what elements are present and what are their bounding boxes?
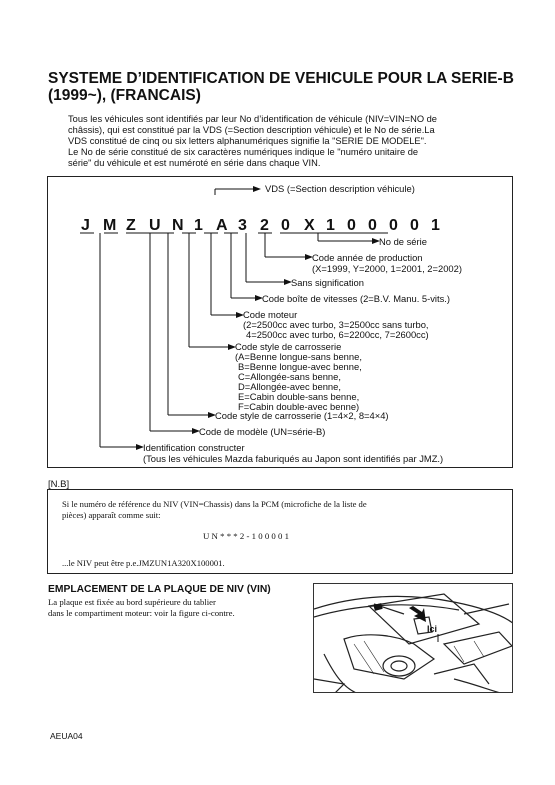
nb-text: Si le numéro de référence du NIV (VIN=Chassis) dans la PCM (microfiche de la liste de pièces) apparaît comme suit:: [62, 499, 367, 520]
body-style-value: C=Allongée-sans benne,: [238, 371, 341, 382]
maker-label: Identification constructer: [143, 442, 245, 453]
vin-character: A: [216, 217, 228, 234]
vin-character: 2: [260, 217, 269, 234]
vin-character: 1: [194, 217, 203, 234]
vin-character: 0: [410, 217, 419, 234]
engine-label-values: (2=2500cc avec turbo, 3=2500cc sans turbo,: [243, 319, 429, 330]
no-meaning-label: Sans signification: [291, 277, 364, 288]
engine-bay-figure: [313, 583, 513, 693]
body-style-value: B=Benne longue-avec benne,: [238, 361, 362, 372]
vin-characters: [81, 217, 440, 234]
body-style-value: D=Allongée-avec benne,: [238, 381, 341, 392]
vin-character: 0: [347, 217, 356, 234]
vin-character: X: [304, 217, 315, 234]
document-code: AEUA04: [50, 731, 83, 741]
vin-character: N: [172, 217, 184, 234]
vin-character: J: [81, 217, 90, 234]
vin-diagram-box: [47, 176, 513, 468]
vin-character: 0: [389, 217, 398, 234]
vin-character: Z: [126, 217, 136, 234]
vin-character: M: [103, 217, 117, 234]
maker-label-note: (Tous les véhicules Mazda faburiqués au Japon sont identifiés par JMZ.): [143, 453, 444, 464]
year-label-values: (X=1999, Y=2000, 1=2001, 2=2002): [312, 263, 462, 274]
figure-label: Ici: [427, 624, 438, 634]
arrow-icon: [409, 606, 426, 622]
year-label: Code année de production: [312, 252, 423, 263]
gearbox-label: Code boîte de vitesses (2=B.V. Manu. 5-vits.): [262, 293, 451, 304]
engine-label-values: 4=2500cc avec turbo, 6=2200cc, 7=2600cc): [246, 329, 429, 340]
plate-text: La plaque est fixée au bord supérieure du tablier dans le compartiment moteur: voir la figure ci-contre.: [48, 597, 235, 618]
vin-character: U: [149, 217, 161, 234]
engine-label: Code moteur: [243, 309, 298, 320]
body-style-value: E=Cabin double-sans benne,: [238, 391, 360, 402]
body-style-value: F=Cabin double-avec benne): [238, 401, 360, 412]
drive-label: Code style de carrosserie (1=4×2, 8=4×4): [215, 410, 389, 421]
engine-bay-illustration: [314, 584, 513, 693]
vin-character: 1: [326, 217, 335, 234]
page-title: SYSTEME D’IDENTIFICATION DE VEHICULE POUR LA SERIE-B (1999~), (FRANCAIS): [48, 70, 514, 104]
arrow-icon: [253, 186, 261, 192]
serial-label: No de série: [379, 236, 427, 247]
vds-label: VDS (=Section description véhicule): [265, 183, 415, 194]
body-style-label: Code style de carrosserie: [235, 341, 342, 352]
intro-paragraph: Tous les véhicules sont identifiés par leur No d’identification de véhicule (NIV=VIN=NO de châssis), qui est constitué par la VDS (=Section description véhicule) et le No de série.La VDS constitué de cinq ou six letters alphanumériques signifie la "SERIE DE MODELE". Le No de série constitué de six caractères numériques indique le "numéro unitaire de série" du véhicule et est numéroté en série dans chaque VIN.: [68, 114, 437, 168]
nb-example: ...le NIV peut être p.e.JMZUN1A320X100001.: [62, 558, 225, 568]
nb-reference: UN***2-100001: [203, 531, 292, 541]
model-label: Code de modèle (UN=série-B): [199, 426, 326, 437]
body-style-value: (A=Benne longue-sans benne,: [235, 351, 362, 362]
nb-label: [N.B]: [48, 479, 70, 490]
vin-character: 0: [281, 217, 290, 234]
plate-heading: EMPLACEMENT DE LA PLAQUE DE NIV (VIN): [48, 584, 271, 595]
vin-character: 1: [431, 217, 440, 234]
vin-character: 0: [368, 217, 377, 234]
vin-character: 3: [238, 217, 247, 234]
vin-diagram: [48, 177, 514, 469]
nb-box: [47, 489, 513, 574]
